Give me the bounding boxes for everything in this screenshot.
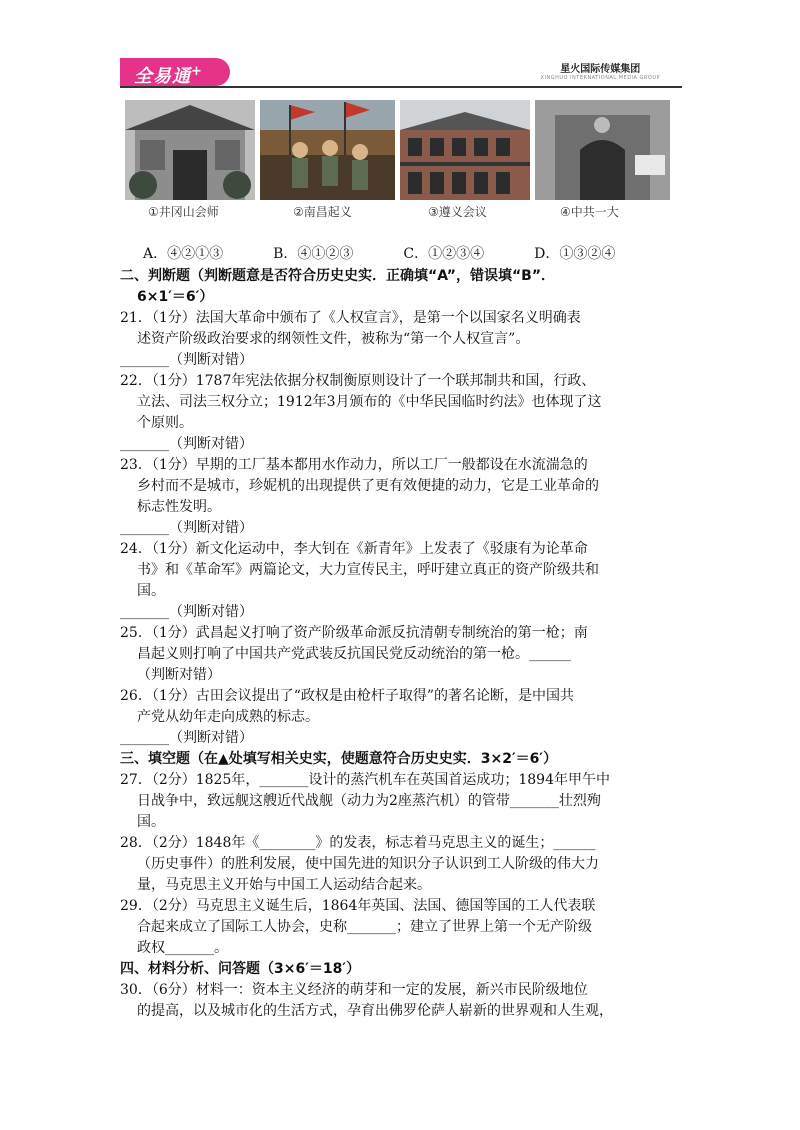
option-c: C．①②③④	[403, 246, 485, 262]
q22-line-1: 22．（1分）1787年宪法依据分权制衡原则设计了一个联邦制共和国，行政、	[120, 373, 596, 389]
q27-line-3: 国。	[137, 814, 165, 830]
q26-line-2: 产党从幼年走向成熟的标志。	[137, 709, 319, 725]
q24-line-2: 书》和《革命军》两篇论文，大力宣传民主，呼吁建立真正的资产阶级共和	[137, 562, 599, 578]
q30-line-2: 的提高，以及城市化的生活方式，孕育出佛罗伦萨人崭新的世界观和人生观，	[137, 1003, 613, 1019]
section-4-title: 四、材料分析、问答题（3×6′＝18′）	[120, 961, 361, 977]
section-3-title: 三、填空题（在▲处填写相关史实，使题意符合历史史实．3×2′＝6′）	[120, 751, 558, 767]
q21-answer: _______（判断对错）	[120, 352, 253, 368]
q24-answer: _______（判断对错）	[120, 604, 253, 620]
q24-line-1: 24．（1分）新文化运动中，李大钊在《新青年》上发表了《驳康有为论革命	[120, 541, 588, 557]
q30-line-1: 30．（6分）材料一：资本主义经济的萌芽和一定的发展，新兴市民阶级地位	[120, 982, 588, 998]
photo-strip	[125, 100, 670, 200]
q28-line-1: 28．（2分）1848年《________》的发表，标志着马克思主义的诞生；______	[120, 835, 596, 851]
q22-line-3: 个原则。	[137, 415, 193, 431]
photo-first-cpc-congress	[535, 100, 670, 200]
photo-jinggangshan	[125, 100, 255, 200]
q23-answer: _______（判断对错）	[120, 520, 253, 536]
section-2-title: 二、判断题（判断题意是否符合历史史实．正确填“A”，错误填“B”．	[120, 268, 556, 284]
publisher-english: XINGHUO INTERNATIONAL MEDIA GROUP	[540, 75, 660, 81]
header-divider	[120, 86, 682, 88]
caption-1: ①井冈山会师	[148, 205, 219, 219]
caption-2: ②南昌起义	[293, 205, 352, 219]
q23-line-1: 23．（1分）早期的工厂基本都用水作动力，所以工厂一般都设在水流湍急的	[120, 457, 588, 473]
caption-4: ④中共一大	[560, 205, 619, 219]
q25-line-1: 25．（1分）武昌起义打响了资产阶级革命派反抗清朝专制统治的第一枪；南	[120, 625, 588, 641]
section-2-title-cont: 6×1′＝6′）	[137, 289, 214, 305]
logo-plus: +	[191, 64, 203, 79]
option-d: D．①③②④	[534, 246, 616, 262]
q29-line-1: 29．（2分）马克思主义诞生后，1864年英国、法国、德国等国的工人代表联	[120, 898, 596, 914]
photo-nanchang-uprising	[260, 100, 395, 200]
q26-answer: _______（判断对错）	[120, 730, 253, 746]
q25-line-3: （判断对错）	[137, 667, 221, 683]
q20-options	[143, 244, 615, 264]
q24-line-3: 国。	[137, 583, 165, 599]
q21-line-1: 21．（1分）法国大革命中颁布了《人权宣言》，是第一个以国家名义明确表	[120, 310, 581, 326]
q22-answer: _______（判断对错）	[120, 436, 253, 452]
q29-line-3: 政权_______。	[137, 940, 228, 956]
q27-line-2: 日战争中，致远舰这艘近代战舰（动力为2座蒸汽机）的管带_______壮烈殉	[137, 793, 601, 809]
caption-3: ③遵义会议	[428, 205, 487, 219]
photo-zunyi-meeting	[400, 100, 530, 200]
q23-line-2: 乡村而不是城市，珍妮机的出现提供了更有效便捷的动力，它是工业革命的	[137, 478, 599, 494]
q22-line-2: 立法、司法三权分立；1912年3月颁布的《中华民国临时约法》也体现了这	[137, 394, 602, 410]
q28-line-3: 量，马克思主义开始与中国工人运动结合起来。	[137, 877, 431, 893]
q26-line-1: 26．（1分）古田会议提出了“政权是由枪杆子取得”的著名论断，是中国共	[120, 688, 575, 704]
q21-line-2: 述资产阶级政治要求的纲领性文件，被称为“第一个人权宣言”。	[137, 331, 530, 347]
q25-line-2: 昌起义则打响了中国共产党武装反抗国民党反动统治的第一枪。______	[137, 646, 571, 662]
q28-line-2: （历史事件）的胜利发展，使中国先进的知识分子认识到工人阶级的伟大力	[137, 856, 599, 872]
publisher-block	[541, 60, 660, 81]
q23-line-3: 标志性发明。	[137, 499, 221, 515]
q29-line-2: 合起来成立了国际工人协会，史称_______；建立了世界上第一个无产阶级	[137, 919, 592, 935]
publisher-name: 星火国际传媒集团	[560, 64, 641, 75]
q27-line-1: 27．（2分）1825年，_______设计的蒸汽机车在英国首运成功；1894年甲午中	[120, 772, 610, 788]
brand-logo	[120, 58, 230, 86]
option-b: B．④①②③	[273, 246, 354, 262]
option-a: A．④②①③	[143, 246, 224, 262]
logo-text: 全易通	[134, 66, 191, 87]
